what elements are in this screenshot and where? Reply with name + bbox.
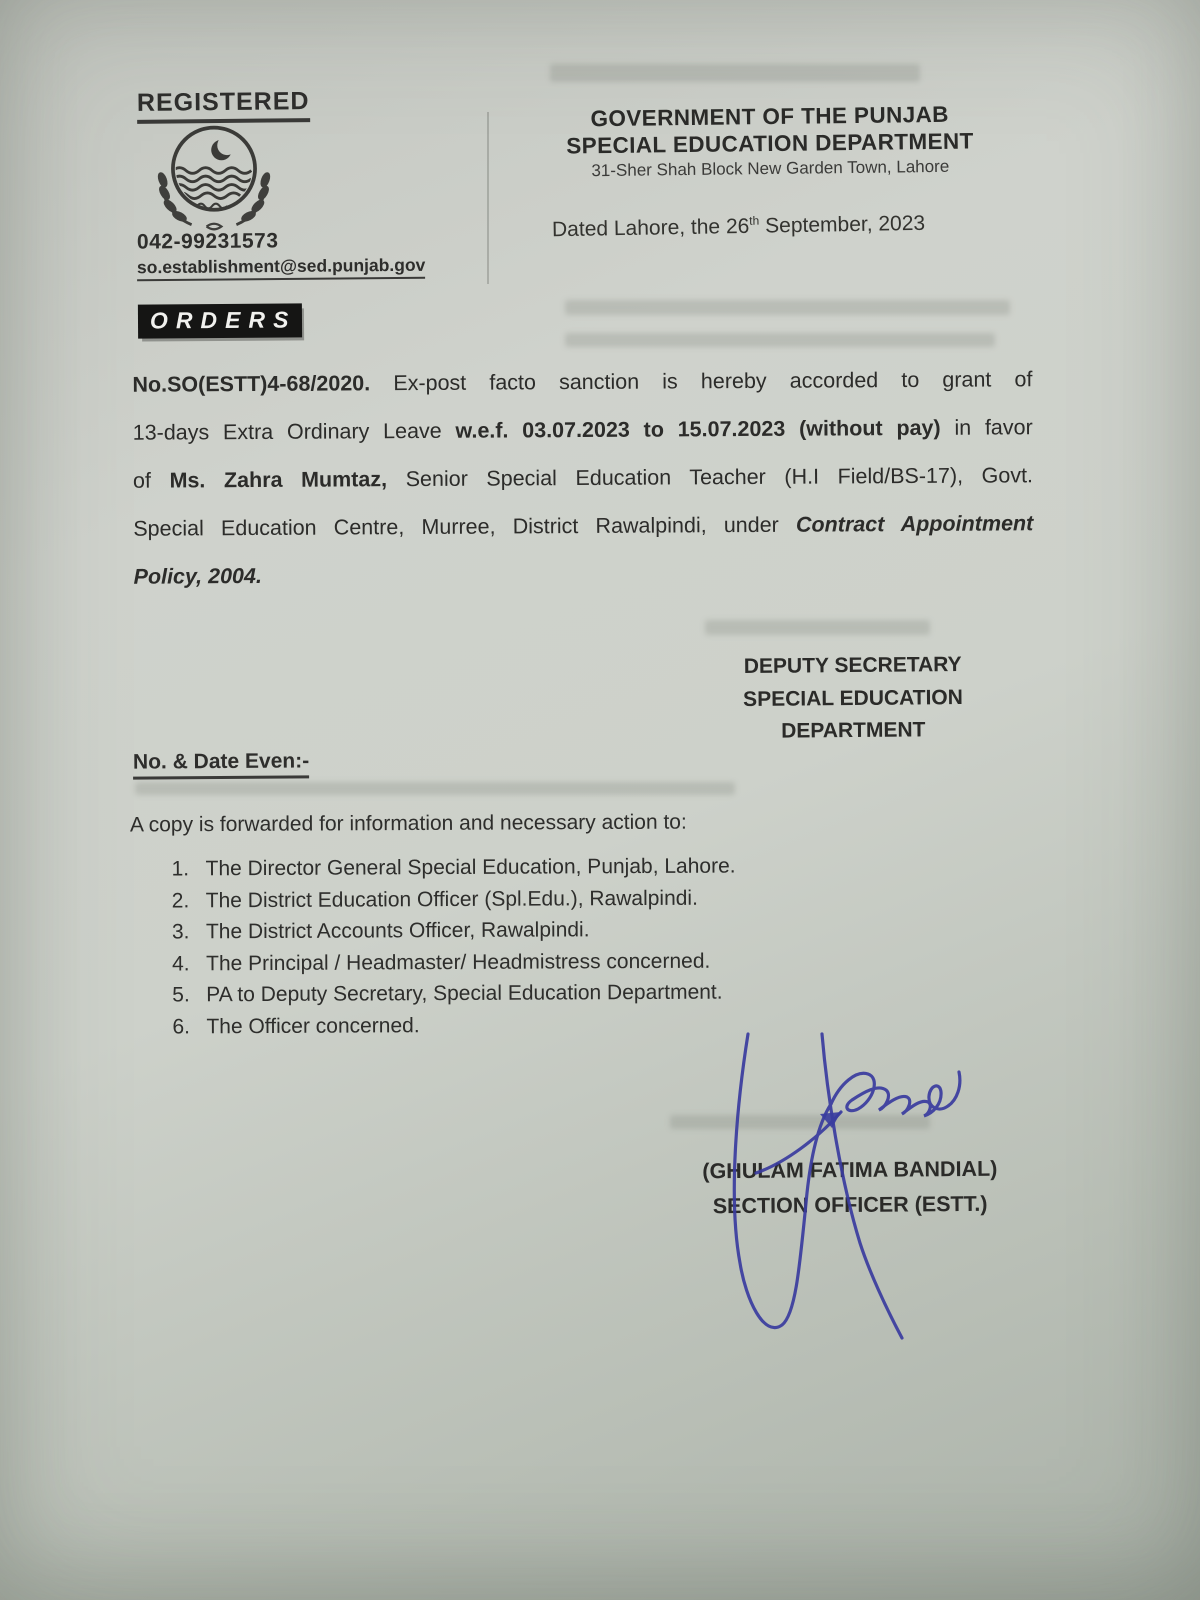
registered-stamp-label: REGISTERED (137, 87, 310, 124)
copy-forwarded-line: A copy is forwarded for information and necessary action to: (129, 810, 687, 837)
bleed-through-ghost (565, 333, 995, 347)
letterhead (520, 100, 1021, 184)
deputy-secretary-block (703, 649, 1004, 749)
order-text: of (132, 468, 170, 493)
bleed-through-ghost (550, 64, 920, 82)
order-paragraph-line (133, 499, 1033, 552)
cc-list-item (172, 977, 736, 1011)
order-paragraph-line (133, 451, 1033, 504)
cc-item-text: The District Education Officer (Spl.Edu.), Rawalpindi. (205, 886, 698, 912)
bleed-through-ghost (705, 620, 930, 635)
bleed-through-ghost (565, 300, 1010, 315)
cc-item-number: 2. (171, 888, 190, 912)
phone-number: 042-99231573 (136, 229, 279, 254)
deputy-secretary-line1: DEPUTY SECRETARY (743, 653, 962, 678)
email-address: so.establishment@sed.punjab.gov (137, 255, 426, 282)
order-text: Special Education Centre, Murree, District Rawalpindi, under (133, 512, 797, 541)
officer-name: Ms. Zahra Mumtaz, (169, 467, 388, 493)
cc-list-item (172, 1008, 736, 1042)
signature-scribble-icon (690, 1008, 980, 1348)
date-prefix: Dated Lahore, the 26 (551, 214, 750, 242)
cc-list-item (172, 945, 736, 979)
no-date-even-label: No. & Date Even:- (133, 749, 309, 779)
deputy-secretary-line3: DEPARTMENT (781, 718, 926, 743)
order-text: in favor (940, 415, 1033, 440)
order-paragraph (132, 355, 1033, 600)
cc-item-text: The Officer concerned. (206, 1013, 420, 1038)
cc-item-number: 6. (172, 1014, 190, 1038)
signatory-name: (GHULAM FATIMA BANDIAL) (702, 1156, 998, 1184)
date-ordinal-suffix: th (749, 213, 760, 228)
deputy-secretary-line2: SPECIAL EDUCATION (743, 685, 963, 711)
signatory-title: SECTION OFFICER (ESTT.) (712, 1191, 988, 1219)
cc-list-item (172, 882, 736, 916)
department-address: 31-Sher Shah Block New Garden Town, Lahore (591, 156, 950, 181)
cc-item-number: 1. (171, 857, 190, 881)
cc-item-text: The Principal / Headmaster/ Headmistress concerned. (206, 949, 711, 975)
order-reference-number: No.SO(ESTT)4-68/2020. (132, 371, 371, 397)
cc-item-text: The Director General Special Education, Punjab, Lahore. (205, 854, 736, 881)
orders-heading: ORDERS (138, 303, 303, 338)
paper-crease-line (487, 112, 489, 284)
order-text: Ex-post facto sanction is hereby accorded to grant of (370, 367, 1033, 396)
order-text: Senior Special Education Teacher (H.I Field/BS-17), Govt. (387, 463, 1034, 492)
cc-list-item (172, 851, 736, 885)
order-paragraph-line (133, 403, 1033, 456)
cc-item-number: 5. (172, 983, 190, 1007)
cc-list-item (172, 914, 736, 948)
department-title-line2: SPECIAL EDUCATION DEPARTMENT (566, 128, 974, 159)
order-paragraph-line (132, 355, 1032, 408)
cc-item-number: 4. (172, 951, 190, 975)
order-paragraph-line (133, 547, 1033, 600)
cc-item-text: The District Accounts Officer, Rawalpindi. (205, 918, 590, 944)
date-suffix: September, 2023 (759, 211, 926, 238)
bleed-through-ghost (135, 782, 735, 795)
policy-reference: Contract Appointment (795, 511, 1034, 537)
policy-reference: Policy, 2004. (133, 563, 262, 589)
order-text: 13-days Extra Ordinary Leave (132, 418, 456, 445)
cc-list (172, 851, 737, 1043)
date-line (552, 211, 926, 243)
cc-item-number: 3. (171, 920, 190, 944)
cc-item-text: PA to Deputy Secretary, Special Education Department. (206, 980, 723, 1007)
leave-dates: w.e.f. 03.07.2023 to 15.07.2023 (without pay) (455, 415, 941, 443)
department-title-line1: GOVERNMENT OF THE PUNJAB (590, 101, 950, 132)
punjab-government-crest-icon (148, 122, 280, 234)
